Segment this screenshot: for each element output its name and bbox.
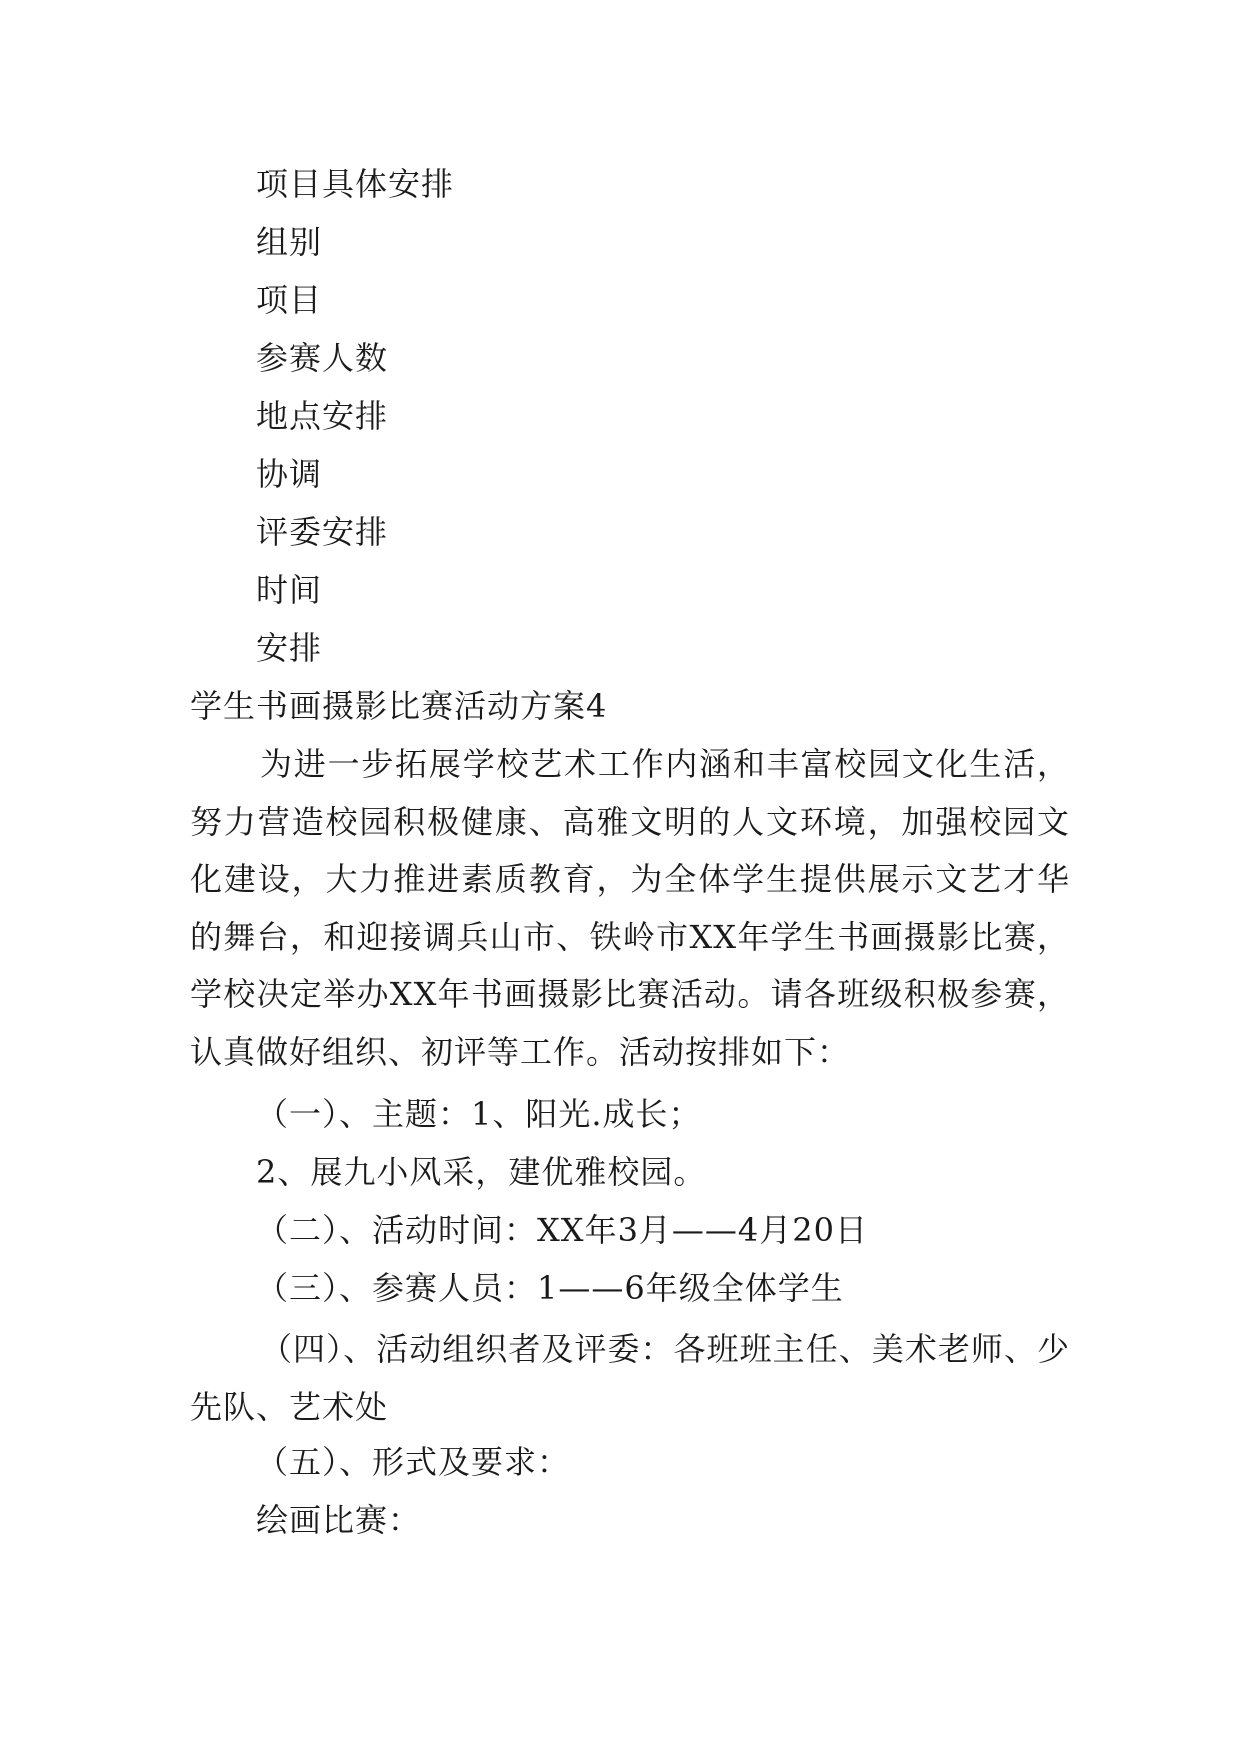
section-title: 学生书画摄影比赛活动方案4 <box>190 687 608 725</box>
list-item: 项目 <box>256 281 323 319</box>
activity-time: （二）、活动时间：XX年3月——4月20日 <box>256 1211 869 1249</box>
list-item: 项目具体安排 <box>256 165 455 203</box>
organizers: （四）、活动组织者及评委：各班班主任、美术老师、少先队、艺术处 <box>190 1330 1070 1426</box>
list-item: 时间 <box>256 571 323 609</box>
list-item: 安排 <box>256 629 323 667</box>
list-item: 参赛人数 <box>256 339 389 377</box>
list-item: 协调 <box>256 455 323 493</box>
list-item: 地点安排 <box>256 397 389 435</box>
participants: （三）、参赛人员：1——6年级全体学生 <box>256 1269 844 1307</box>
painting-contest: 绘画比赛： <box>256 1501 422 1539</box>
format-requirements: （五）、形式及要求： <box>256 1443 571 1481</box>
theme-line-2: 2、展九小风采，建优雅校园。 <box>256 1153 707 1191</box>
theme-line-1: （一）、主题：1、阳光.成长； <box>256 1095 702 1133</box>
list-item: 评委安排 <box>256 513 389 551</box>
list-item: 组别 <box>256 223 323 261</box>
intro-paragraph: 为进一步拓展学校艺术工作内涵和丰富校园文化生活，努力营造校园积极健康、高雅文明的人文环境，加强校园文化建设，大力推进素质教育，为全体学生提供展示文艺才华的舞台，和迎接调兵山市、铁岭市XX年学生书画摄影比赛，学校决定举办XX年书画摄影比赛活动。请各班级积极参赛，认真做好组织、初评等工作。活动按排如下： <box>190 745 1070 1071</box>
